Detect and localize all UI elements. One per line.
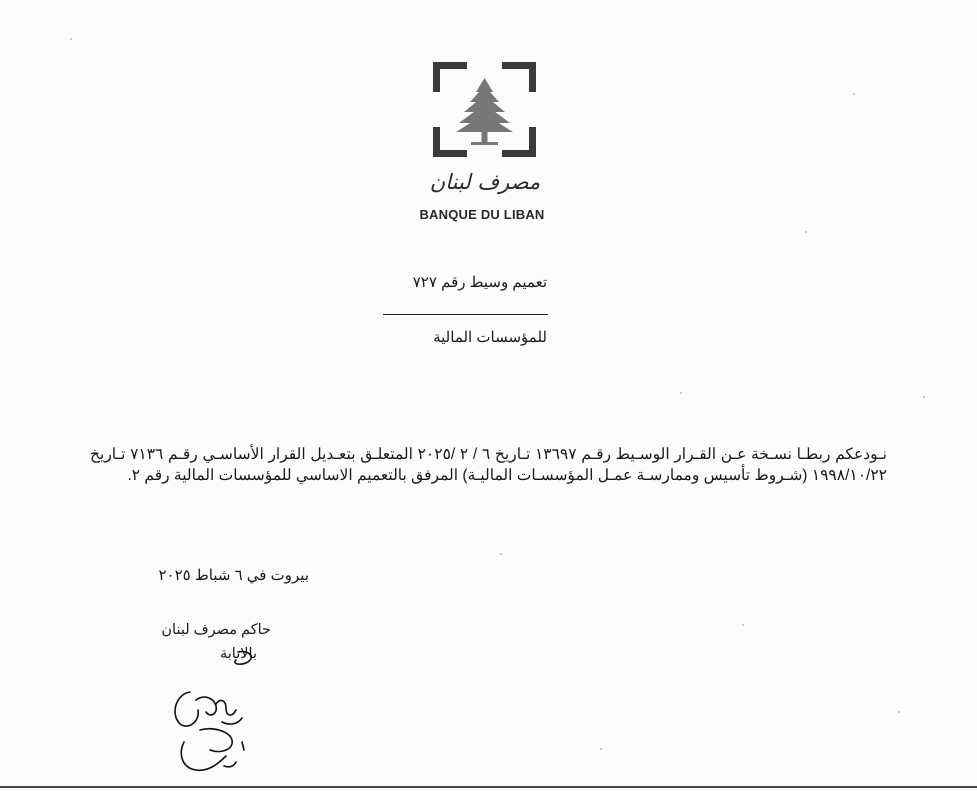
place-and-date: بيروت في ٦ شباط ٢٠٢٥ — [158, 567, 309, 584]
title-underline — [383, 314, 548, 315]
circular-title: تعميم وسيط رقم ٧٢٧ — [412, 274, 547, 291]
paper-speck — [70, 38, 72, 40]
bank-name-arabic: مصرف لبنان — [429, 170, 541, 194]
signatory-note: بالانابة — [220, 646, 257, 662]
paper-speck — [742, 624, 744, 626]
paper-speck — [853, 93, 855, 95]
handwritten-signature — [160, 642, 270, 782]
paper-speck — [923, 396, 925, 398]
page-bottom-edge — [0, 786, 977, 788]
signatory-title: حاكم مصرف لبنان — [161, 622, 271, 638]
circular-recipients: للمؤسسات المالية — [433, 329, 547, 346]
body-paragraph: نـودعكم ربطـا نسـخة عـن القـرار الوسـيط رقـم ١٣٦٩٧ تـاريخ ٦ / ٢ /٢٠٢٥ المتعلـق بتعـديل القرار الأساسـي رقـم ٧١٣٦ تـاريخ ١٩٩٨/١٠/٢٢ (شـروط تأسيس وممارسـة عمـل المؤسسـات الماليـة) المرفق بالتعميم الاساسي للمؤسسات المالية رقم ٢. — [90, 445, 887, 484]
paper-speck — [500, 553, 502, 555]
bank-name-french: BANQUE DU LIBAN — [419, 207, 545, 222]
paper-speck — [600, 748, 602, 750]
cedar-tree-icon — [456, 78, 513, 145]
paper-speck — [898, 711, 900, 713]
paper-speck — [805, 231, 807, 233]
paper-speck — [680, 392, 682, 394]
cedar-logo — [433, 62, 536, 157]
